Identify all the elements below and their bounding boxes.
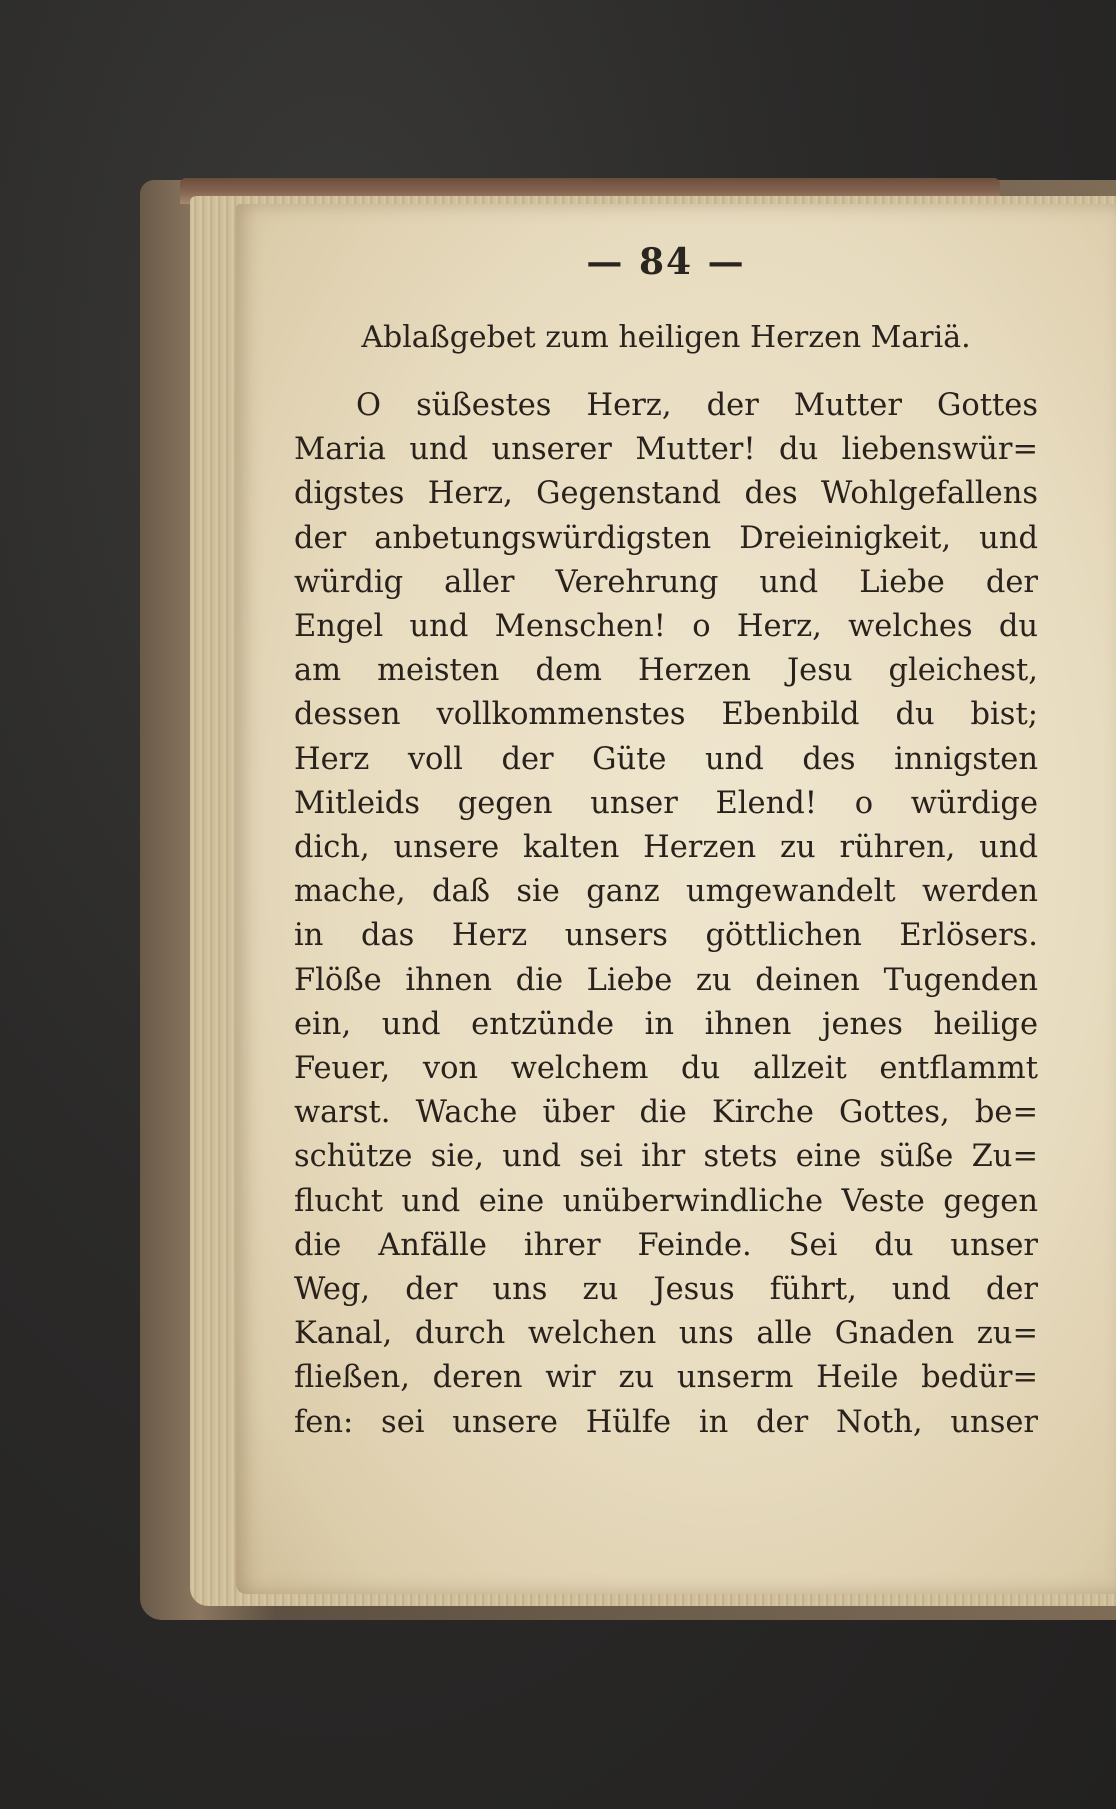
text-line: Herz voll der Güte und des innigsten <box>294 741 1038 777</box>
text-line: Feuer, von welchem du allzeit entflammt <box>294 1051 1038 1087</box>
text-line: fließen, deren wir zu unserm Heile bedür= <box>294 1360 1038 1396</box>
book-page <box>236 204 1116 1594</box>
prayer-text <box>294 384 1038 1445</box>
text-line: Weg, der uns zu Jesus führt, und der <box>294 1272 1038 1308</box>
text-line: O süßestes Herz, der Mutter Gottes <box>356 388 1038 423</box>
text-line: ein, und entzünde in ihnen jenes heilige <box>294 1006 1038 1042</box>
text-line: digstes Herz, Gegenstand des Wohlgefallens <box>294 476 1038 512</box>
text-line: in das Herz unsers göttlichen Erlösers. <box>294 918 1038 954</box>
text-line: Kanal, durch welchen uns alle Gnaden zu= <box>294 1316 1038 1352</box>
text-line: dich, unsere kalten Herzen zu rühren, und <box>294 830 1038 866</box>
text-line: der anbetungswürdigsten Dreieinigkeit, und <box>294 520 1038 556</box>
page-content <box>294 240 1038 1445</box>
prayer-heading: Ablaßgebet zum heiligen Herzen Mariä. <box>361 320 971 355</box>
book <box>140 180 1116 1620</box>
text-line: Flöße ihnen die Liebe zu deinen Tugenden <box>294 962 1038 998</box>
text-line: schütze sie, und sei ihr stets eine süße Zu= <box>294 1139 1038 1175</box>
text-line: die Anfälle ihrer Feinde. Sei du unser <box>294 1227 1038 1263</box>
text-line: Maria und unserer Mutter! du liebenswür= <box>294 432 1038 468</box>
text-line: fen: sei unsere Hülfe in der Noth, unser <box>294 1404 1038 1440</box>
text-line: Engel und Menschen! o Herz, welches du <box>294 609 1038 645</box>
text-line: Mitleids gegen unser Elend! o würdige <box>294 785 1038 821</box>
page-number: — 84 — <box>586 241 746 283</box>
text-line: mache, daß sie ganz umgewandelt werden <box>294 874 1038 910</box>
text-line: am meisten dem Herzen Jesu gleichest, <box>294 653 1038 689</box>
text-line: flucht und eine unüberwindliche Veste gegen <box>294 1183 1038 1219</box>
text-line: würdig aller Verehrung und Liebe der <box>294 564 1038 600</box>
text-line: dessen vollkommenstes Ebenbild du bist; <box>294 697 1038 733</box>
text-line: warst. Wache über die Kirche Gottes, be= <box>294 1095 1038 1131</box>
